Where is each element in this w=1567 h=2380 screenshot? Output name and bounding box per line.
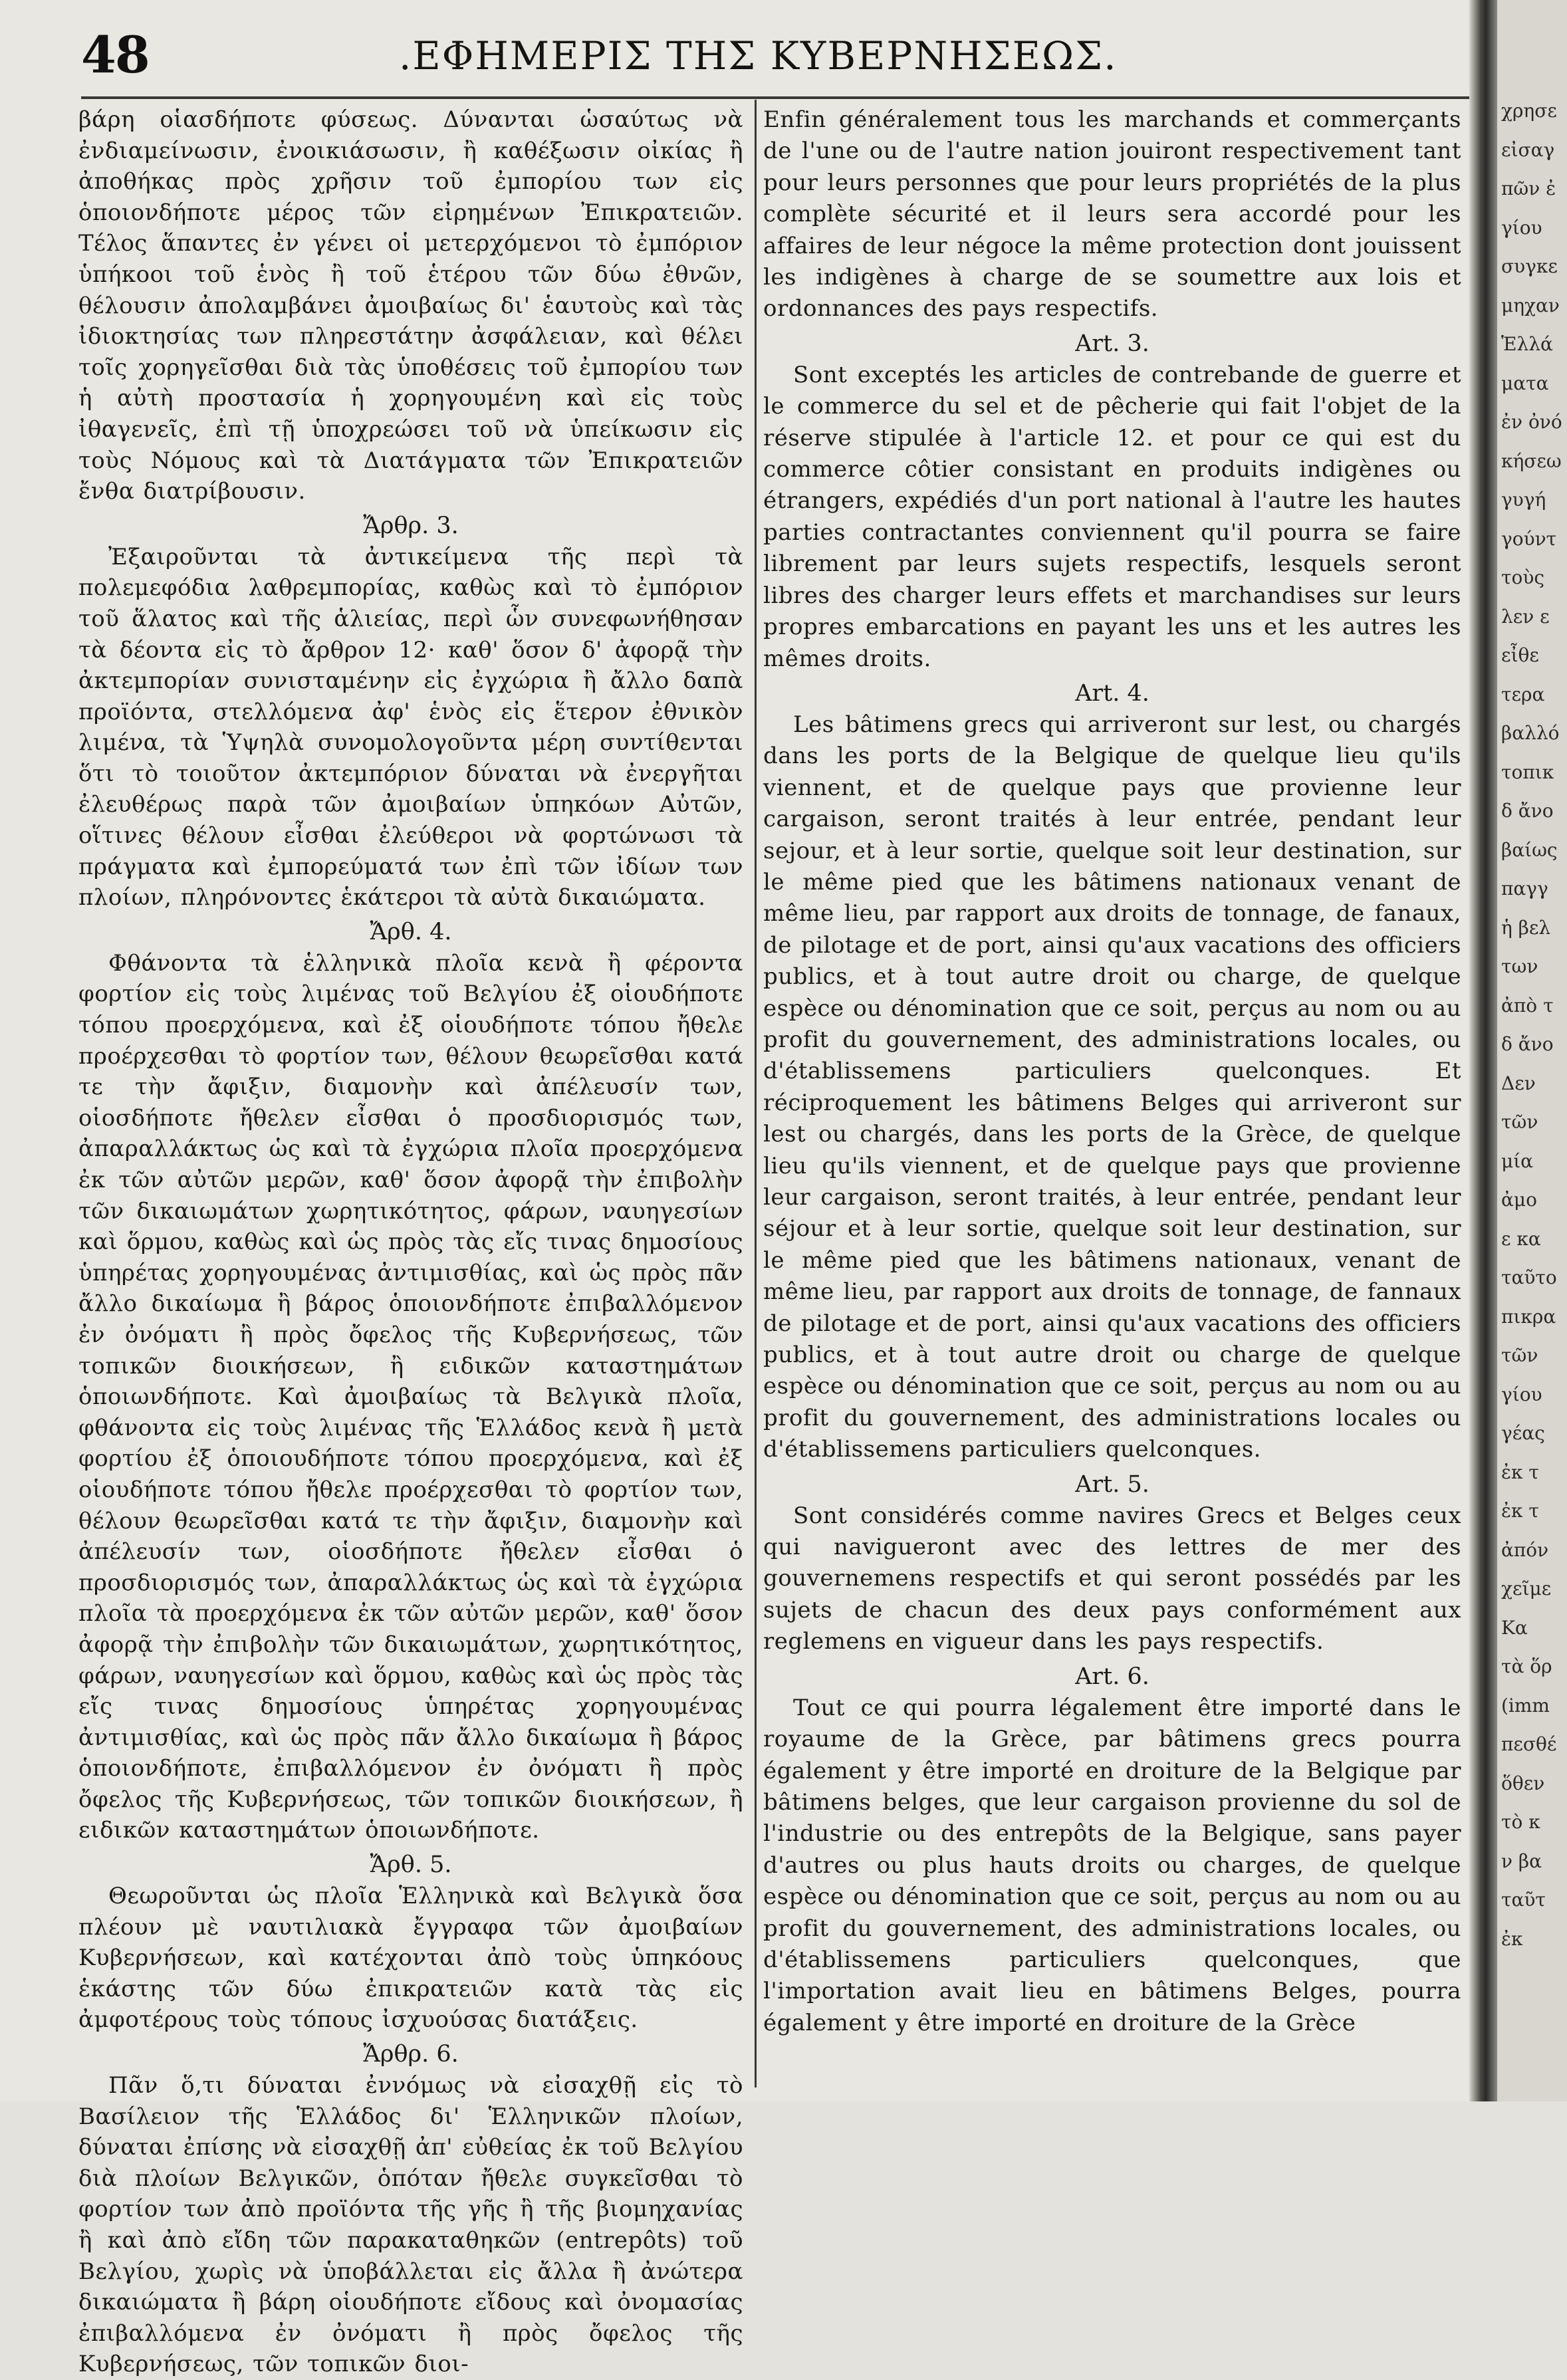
next-page-text-fragment: Δεν [1501,1072,1536,1094]
column-divider [755,100,757,2087]
next-page-text-fragment: Ἑλλά [1501,333,1553,355]
greek-article-4-heading: Ἄρθ. 4. [370,918,452,945]
next-page-text-fragment: δ ἄνο [1501,1033,1554,1055]
next-page-text-fragment: ματα [1501,372,1549,394]
next-page-edge [1497,0,1567,2101]
next-page-text-fragment: τερα [1501,683,1545,705]
next-page-text-fragment: τῶν [1501,1111,1538,1133]
next-page-text-fragment: πεσθέ [1501,1733,1557,1755]
next-page-text-fragment: τὰ ὅρ [1501,1655,1552,1677]
next-page-text-fragment: γέας [1501,1422,1545,1444]
greek-article-4-text: Φθάνοντα τὰ ἑλληνικὰ πλοῖα κενὰ ἢ φέροντα φορτίον εἰς τοὺς λιμένας τοῦ Βελγίου ἐξ οἱουδήποτε τόπου προερχόμενα, καὶ ἐξ οἱουδήποτε τόπου ἤθελε προέρχεσθαι τὸ φορτίον των, θέλουν θεωρεῖσθαι κατά τε τὴν ἄφιξιν, διαμονὴν καὶ ἀπέλευσίν των, οἱοσδήποτε ἤθελεν εἶσθαι ὁ προσδιορισμός των, ἀπαραλλάκτως ὡς καὶ τὰ ἐγχώρια πλοῖα προερχόμενα ἐκ τῶν αὐτῶν μερῶν, καθ' ὅσον ἀφορᾷ τὴν ἐπιβολὴν τῶν δικαιωμάτων χωρητικότητος, φάρων, ναυηγεσίων καὶ ὅρμου, καθὼς καὶ ὡς πρὸς τὰς εἴς τινας δημοσίους ὑπηρέτας χορηγουμένας ἀντιμισθίας, καὶ ὡς πρὸς πᾶν ἄλλο δικαίωμα ἢ βάρος ὁποιονδήποτε ἐπιβαλλόμενον ἐν ὀνόματι ἢ πρὸς ὄφελος τῆς Κυβερνήσεως, τῶν τοπικῶν διοικήσεων, ἢ ειδικῶν καταστημάτων ὁποιωνδήποτε. Καὶ ἀμοιβαίως τὰ Βελγικὰ πλοῖα, φθάνοντα εἰς τοὺς λιμένας τῆς Ἑλλάδος κενὰ ἢ μετὰ φορτίου ἐξ ὁποιουδήποτε τόπου προερχόμενα, καὶ ἐξ οἱουδήποτε τόπου ἤθελε προέρχεσθαι τὸ φορτίον των, θέλουν θεωρεῖσθαι κατά τε τὴν ἄφιξιν, διαμονὴν καὶ ἀπέλευσίν των, οἱοσδήποτε ἤθελεν εἶσθαι ὁ προσδιορισμός των, ἀπαραλλάκτως ὡς καὶ τὰ ἐγχώρια πλοῖα τὰ προερχόμενα ἐκ τῶν αὐτῶν μερῶν, καθ' ὅσον ἀφορᾷ τὴν ἐπιβολὴν τῶν δικαιωμάτων, χωρητικότητος, φάρων, ναυηγεσίων καὶ ὅρμου, καθὼς καὶ ὡς πρὸς τὰς εἴς τινας δημοσίους ὑπηρέτας χορηγουμένας ἀντιμισθίας, καὶ ὡς πρὸς πᾶν ἄλλο δικαίωμα ἢ βάρος ὁποιονδήποτε, ἐπιβαλλόμενον ἐν ὀνόματι ἢ πρὸς ὄφελος τῆς Κυβερνήσεως, τῶν τοπικῶν διοικήσεων, ἢ ειδικῶν καταστημάτων ὁποιωνδήποτε. [78,949,743,1844]
french-article-5-heading: Art. 5. [1075,1471,1149,1498]
french-article-3-text: Sont exceptés les articles de contrebande de guerre et le commerce du sel et de pêcherie qui fait l'objet de la réserve stipulée à l'article 12. et pour ce qui est du commerce côtier consistant en produits indigènes ou étrangers, expédiés d'un port national à l'autre les hautes parties contractantes conviennent qu'il pourra se faire librement par leurs sujets respectifs, lesquels seront libres des charger leurs effets et marchandises sur leurs propres embarcations en payant les uns et les autres les mêmes droits. [763,361,1461,672]
next-page-text-fragment: ἐκ [1501,1927,1523,1950]
page-title: .ΕΦΗΜΕΡΙΣ ΤΗΣ ΚΥΒΕΡΝΗΣΕΩΣ. [399,33,1118,78]
greek-paragraph-intro: βάρη οἱασδήποτε φύσεως. Δύνανται ὡσαύτως νὰ ἐνδιαμείνωσιν, ἐνοικιάσωσιν, ἢ καθέξωσιν οἰκίας ἢ ἀποθήκας πρὸς χρῆσιν τοῦ ἐμπορίου των εἰς ὁποιονδήποτε μέρος τῶν εἰρημένων Ἐπικρατειῶν. Τέλος ἅπαντες ἐν γένει οἱ μετερχόμενοι τὸ ἐμπόριον ὑπήκοοι τοῦ ἑνὸς ἢ τοῦ ἑτέρου τῶν δύω ἐθνῶν, θέλουσιν ἀπολαμβάνει ἀμοιβαίως δι' ἑαυτοὺς καὶ τὰς ἰδιοκτησίας των πληρεστάτην ἀσφάλειαν, καὶ θέλει τοῖς χορηγεῖσθαι διὰ τὰς ὑποθέσεις τοῦ ἐμπορίου των ἡ αὐτὴ προστασία ἡ χορηγουμένη καὶ εἰς τοὺς ἰθαγενεῖς, ἐπὶ τῇ ὑποχρεώσει τοῦ νὰ ὑπείκωσιν εἰς τοὺς Νόμους καὶ τὰ Διατάγματα τῶν Ἐπικρατειῶν ἔνθα διατρίβουσιν. [78,106,743,505]
greek-article-5-text: Θεωροῦνται ὡς πλοῖα Ἑλληνικὰ καὶ Βελγικὰ ὅσα πλέουν μὲ ναυτιλιακὰ ἔγγραφα τῶν ἀμοιβαίων Κυβερνήσεων, καὶ κατέχονται ἀπὸ τοὺς ὑπηκόους ἑκάστης τῶν δύω ἐπικρατειῶν κατὰ τὰς εἰς ἀμφοτέρους τοὺς τόπους ἰσχυούσας διατάξεις. [78,1883,743,2034]
book-gutter [1469,0,1497,2101]
greek-column [78,104,743,2380]
page-header [80,25,1469,85]
french-article-4-text: Les bâtimens grecs qui arriveront sur lest, ou chargés dans les ports de la Belgique de quelque lieu qu'ils viennent, et de quelque pays que provienne leur cargaison, seront traités à leur entrée, pendant leur sejour, et à leur sortie, quelque soit leur destination, sur le même pied que les bâtimens nationaux venant de même lieu, par rapport aux droits de tonnage, de fanaux, de pilotage et de port, ainsi qu'aux vacations des officiers publics, et à tout autre droit ou charge, de quelque espèce ou dénomination que ce soit, perçus au nom ou au profit du gouvernement, des administrations locales, ou d'établissemens particuliers quelconques. Et réciproquement les bâtimens Belges qui arriveront sur lest ou chargés, dans les ports de la Grèce, de quelque lieu qu'ils viennent, et de quelque pays que provienne leur cargaison, seront traités, à leur entrée, pendant leur séjour et à leur sortie, quelque soit leur destination, sur le même pied que les bâtimens nationaux, venant de même lieu, par rapport aux droits de tonnage, de fannaux de pilotage et de port, ainsi qu'aux vacations des officiers publics, et à tout autre droit ou charge de quelque espèce ou dénomination que ce soit, perçus au nom ou au profit du gouvernement, des administrations locales ou d'établissemens particuliers quelconques. [763,711,1461,1463]
greek-article-5-heading: Ἄρθ. 5. [370,1851,452,1879]
next-page-text-fragment: μία [1501,1149,1534,1172]
next-page-text-fragment: ε κα [1501,1227,1541,1250]
french-column [763,104,1461,2039]
next-page-text-fragment: παγγ [1501,878,1548,899]
next-page-text-fragment: ἐκ τ [1501,1500,1539,1522]
next-page-text-fragment: γίου [1501,1383,1542,1405]
next-page-text-fragment: πῶν ἐ [1501,178,1556,199]
next-page-text-fragment: βαίως [1501,838,1558,861]
next-page-text-fragment: ἡ βελ [1501,916,1551,939]
french-article-6-text: Tout ce qui pourra légalement être importé dans le royaume de la Grèce, par bâtimens grecs pourra également y être importé en droiture de la Belgique par bâtimens belges, que leur cargaison provienne du sol de l'industrie ou des entrepôts de la Belgique, sans payer d'autres ou plus hauts droits ou charges, de quelque espèce ou dénomination que ce soit, perçus au nom ou au profit du gouvernement, des administrations locales, ou d'établissemens particuliers quelconques, que l'importation avait lieu en bâtimens Belges, pourra également y être importé en droiture de la Grèce [763,1694,1461,2036]
french-article-3-heading: Art. 3. [1075,330,1149,357]
next-page-text-fragment: των [1501,955,1538,977]
page-number: 48 [81,25,149,84]
next-page-text-fragment: ἀμο [1501,1189,1537,1211]
french-article-6-heading: Art. 6. [1075,1663,1149,1690]
next-page-text-fragment: ἀπόν [1501,1538,1549,1561]
next-page-text-fragment: ἐν ὀνό [1501,411,1562,433]
next-page-text-fragment: λεν ε [1501,605,1550,628]
next-page-text-fragment: κήσεω [1501,449,1562,472]
greek-article-6-heading: Ἄρθρ. 6. [363,2041,459,2068]
next-page-text-fragment: χεῖμε [1501,1578,1552,1600]
header-rule [81,96,1471,99]
next-page-text-fragment: τοπικ [1501,761,1554,783]
next-page-text-fragment: χρησε [1501,100,1557,122]
next-page-text-fragment: τῶν [1501,1344,1538,1366]
next-page-text-fragment: δ ἄνο [1501,800,1554,822]
greek-article-3-text: Ἐξαιροῦνται τὰ ἀντικείμενα τῆς περὶ τὰ πολεμεφόδια λαθρεμπορίας, καθὼς καὶ τὸ ἐμπόριον τοῦ ἅλατος καὶ τῆς ἁλιείας, περὶ ὧν συνεφωνήθησαν τὰ δέοντα εἰς τὸ ἄρθρον 12· καθ' ὅσον δ' ἀφορᾷ τὴν ἀκτεμπορίαν συνισταμένην εἰς ἐγχώρια ἢ ἄλλο δαπὰ προϊόντα, στελλόμενα ἀφ' ἑνὸς εἰς ἕτερον ἐθνικὸν λιμένα, τὰ Ὑψηλὰ συνομολογοῦντα μέρη συντίθενται ὅτι τὸ τοιοῦτον ἀκτεμπόριον δύναται νὰ ἐνεργῆται ἐλευθέρως παρὰ τῶν ἀμοιβαίων ὑπηκόων Αὐτῶν, οἵτινες θέλουν εἶσθαι ἐλεύθεροι νὰ φορτώνωσι τὰ πράγματα καὶ ἐμπορεύματά των ἐπὶ τῶν ἰδίων των πλοίων, πληρόνοντες ἑκάτεροι τὰ αὐτὰ δικαιώματα. [78,543,743,911]
next-page-text-fragment: ν βα [1501,1849,1542,1872]
next-page-text-fragment: βαλλό [1501,722,1560,744]
next-page-text-fragment: τὸ κ [1501,1811,1540,1833]
next-page-text-fragment: Κα [1501,1616,1528,1639]
next-page-text-fragment: (imm [1501,1694,1550,1717]
french-paragraph-intro: Enfin généralement tous les marchands et commerçants de l'une ou de l'autre nation jouiront respectivement tant pour leurs personnes que pour leurs propriétés de la plus complète sécurité et il leurs sera accordé pour les affaires de leur négoce la même protection dont jouissent les indigènes à charge de se soumettre aux lois et ordonnances des pays respectifs. [763,106,1461,322]
next-page-text-fragment: ἐκ τ [1501,1461,1539,1483]
next-page-text-fragment: γούντ [1501,527,1557,550]
next-page-text-fragment: γυγή [1501,489,1546,511]
next-page-text-fragment: πικρα [1501,1305,1556,1328]
next-page-text-fragment: ταῦτο [1501,1266,1557,1288]
next-page-text-fragment: γίου [1501,216,1542,239]
french-article-5-text: Sont considérés comme navires Grecs et Belges ceux qui navigueront avec des lettres de mer des gouvernemens respectifs et qui seront possédés par les sujets de chacun des deux pays conformément aux reglemens en vigueur dans les pays respectifs. [763,1502,1461,1655]
greek-article-3-heading: Ἄρθρ. 3. [363,512,459,539]
next-page-text-fragment: συγκε [1501,255,1558,277]
next-page-text-fragment: ταῦτ [1501,1889,1546,1911]
next-page-text-fragment: εἶθε [1501,644,1539,666]
next-page-text-fragment: ὅθεν [1501,1772,1545,1794]
next-page-text-fragment: μηχαν [1501,294,1560,316]
next-page-text-fragment: εἰσαγ [1501,138,1555,161]
next-page-text-fragment: τοὺς [1501,566,1545,588]
greek-article-6-text: Πᾶν ὅ,τι δύναται ἐννόμως νὰ εἰσαχθῇ εἰς τὸ Βασίλειον τῆς Ἑλλάδος δι' Ἑλληνικῶν πλοίων, δύναται ἐπίσης νὰ εἰσαχθῇ ἀπ' εὐθείας ἐκ τοῦ Βελγίου διὰ πλοίων Βελγικῶν, ὁπόταν ἤθελε συγκεῖσθαι τὸ φορτίον των ἀπὸ προϊόντα τῆς γῆς ἢ τῆς βιομηχανίας ἢ καὶ ἀπὸ εἴδη τῶν παρακαταθηκῶν (entrepôts) τοῦ Βελγίου, χωρὶς νὰ ὑποβάλλεται εἰς ἄλλα ἢ ἀνώτερα δικαιώματα ἢ βάρη οἱουδήποτε εἴδους καὶ ὀνομασίας ἐπιβαλλόμενα ἐν ὀνόματι ἢ πρὸς ὄφελος τῆς Κυβερνήσεως, τῶν τοπικῶν διοι- [78,2072,743,2378]
next-page-text-fragment: ἀπὸ τ [1501,994,1554,1016]
french-article-4-heading: Art. 4. [1075,679,1149,707]
